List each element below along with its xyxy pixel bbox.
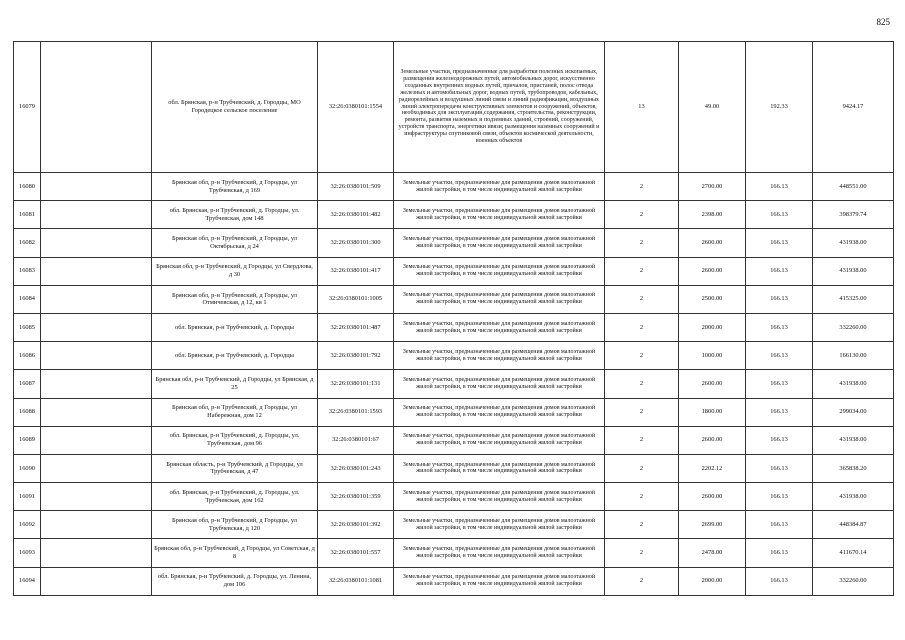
land-use-description-cell: Земельные участки, предназначенные для размещения домов малоэтажной жилой застройки, в том числе индивидуальной жилой застройки bbox=[394, 229, 605, 257]
cadastral-number-cell: 32:26:0380101:392 bbox=[318, 511, 394, 539]
cadastral-number-cell: 32:26:0380101:131 bbox=[318, 370, 394, 398]
cadastral-value-cell: 411670.14 bbox=[813, 539, 894, 567]
cadastral-value-cell: 431938.00 bbox=[813, 257, 894, 285]
rate-cell: 166.13 bbox=[746, 454, 813, 482]
blank-cell bbox=[41, 454, 152, 482]
cadastral-number-cell: 32:26:0380101:1593 bbox=[318, 398, 394, 426]
cadastral-value-cell: 431938.00 bbox=[813, 426, 894, 454]
row-id-cell: 16083 bbox=[14, 257, 41, 285]
use-code-cell: 2 bbox=[605, 426, 679, 454]
cadastral-number-cell: 32:26:0380101:300 bbox=[318, 229, 394, 257]
area-cell: 2000.00 bbox=[679, 313, 746, 341]
use-code-cell: 2 bbox=[605, 398, 679, 426]
cadastral-number-cell: 32:26:0380101:417 bbox=[318, 257, 394, 285]
table-row bbox=[14, 567, 894, 595]
cadastral-value-cell: 448551.00 bbox=[813, 173, 894, 201]
row-id-cell: 16089 bbox=[14, 426, 41, 454]
use-code-cell: 2 bbox=[605, 567, 679, 595]
area-cell: 2600.00 bbox=[679, 370, 746, 398]
use-code-cell: 2 bbox=[605, 454, 679, 482]
use-code-cell: 2 bbox=[605, 483, 679, 511]
use-code-cell: 2 bbox=[605, 285, 679, 313]
address-cell: Брянская обл, р-н Трубчевский, д Городцы, ул Набережная, дом 12 bbox=[152, 398, 318, 426]
use-code-cell: 2 bbox=[605, 539, 679, 567]
land-use-description-cell: Земельные участки, предназначенные для размещения домов малоэтажной жилой застройки, в том числе индивидуальной жилой застройки bbox=[394, 342, 605, 370]
blank-cell bbox=[41, 313, 152, 341]
use-code-cell: 2 bbox=[605, 511, 679, 539]
cadastral-value-cell: 431938.00 bbox=[813, 229, 894, 257]
land-use-description-cell: Земельные участки, предназначенные для размещения домов малоэтажной жилой застройки, в том числе индивидуальной жилой застройки bbox=[394, 567, 605, 595]
area-cell: 2600.00 bbox=[679, 229, 746, 257]
blank-cell bbox=[41, 342, 152, 370]
blank-cell bbox=[41, 173, 152, 201]
cadastral-value-cell: 299034.00 bbox=[813, 398, 894, 426]
table-row bbox=[14, 370, 894, 398]
cadastral-number-cell: 32:26:0380101:557 bbox=[318, 539, 394, 567]
cadastral-number-cell: 32:26:0380101:1081 bbox=[318, 567, 394, 595]
blank-cell bbox=[41, 257, 152, 285]
address-cell: обл. Брянская, р-н Трубчевский, д. Городцы, ул. Трубчевская, дом 148 bbox=[152, 201, 318, 229]
use-code-cell: 2 bbox=[605, 370, 679, 398]
row-id-cell: 16090 bbox=[14, 454, 41, 482]
address-cell: Брянская обл, р-н Трубчевский, д Городцы, ул Отмичевская, д 12, кв 1 bbox=[152, 285, 318, 313]
area-cell: 2600.00 bbox=[679, 426, 746, 454]
cadastral-value-cell: 332260.00 bbox=[813, 567, 894, 595]
use-code-cell: 2 bbox=[605, 342, 679, 370]
use-code-cell: 2 bbox=[605, 173, 679, 201]
rate-cell: 166.13 bbox=[746, 201, 813, 229]
cadastral-number-cell: 32:26:0380101:509 bbox=[318, 173, 394, 201]
blank-cell bbox=[41, 201, 152, 229]
blank-cell bbox=[41, 370, 152, 398]
row-id-cell: 16079 bbox=[14, 42, 41, 173]
cadastral-value-cell: 9424.17 bbox=[813, 42, 894, 173]
row-id-cell: 16087 bbox=[14, 370, 41, 398]
address-cell: обл. Брянская, р-н Трубчевский, д. Городцы, ул. Ленина, дом 106 bbox=[152, 567, 318, 595]
cadastral-value-cell: 332260.00 bbox=[813, 313, 894, 341]
row-id-cell: 16088 bbox=[14, 398, 41, 426]
table-row bbox=[14, 257, 894, 285]
table-body bbox=[14, 42, 894, 596]
address-cell: обл. Брянская, р-н Трубчевский, д. Городцы bbox=[152, 342, 318, 370]
land-use-description-cell: Земельные участки, предназначенные для размещения домов малоэтажной жилой застройки, в том числе индивидуальной жилой застройки bbox=[394, 285, 605, 313]
land-use-description-cell: Земельные участки, предназначенные для разработки полезных ископаемых, размещения железнодорожных путей, автомобильных дорог, искусственно созданных внутренних водных путей, причалов, пристаней, полос отвода железных и автомобильных дорог, водных путей, трубопроводов, кабельных, радиорелейных и воздушных линий связи и линий радиофикации, воздушных линий электропередачи конструктивных элементов и сооружений, объектов, необходимых для эксплуатации,содержания, строительства, реконструкции, ремонта, развития наземных и подземных зданий, строений, сооружений, устройств транспорта, энергетики ивязи; размещения наземных сооружений и инфраструктуры спутниковой связи, объектов космической деятельности, военных объектов bbox=[394, 42, 605, 173]
rate-cell: 166.13 bbox=[746, 229, 813, 257]
land-use-description-cell: Земельные участки, предназначенные для размещения домов малоэтажной жилой застройки, в том числе индивидуальной жилой застройки bbox=[394, 483, 605, 511]
use-code-cell: 2 bbox=[605, 201, 679, 229]
table-row bbox=[14, 201, 894, 229]
land-use-description-cell: Земельные участки, предназначенные для размещения домов малоэтажной жилой застройки, в том числе индивидуальной жилой застройки bbox=[394, 398, 605, 426]
cadastral-number-cell: 32:26:0380101:243 bbox=[318, 454, 394, 482]
use-code-cell: 2 bbox=[605, 313, 679, 341]
address-cell: Брянская обл, р-н Трубчевский, д Городцы, ул Трубчевская, д 169 bbox=[152, 173, 318, 201]
table-row bbox=[14, 398, 894, 426]
address-cell: обл. Брянская, р-н Трубчевский, д. Городцы bbox=[152, 313, 318, 341]
row-id-cell: 16085 bbox=[14, 313, 41, 341]
table-row bbox=[14, 511, 894, 539]
use-code-cell: 2 bbox=[605, 257, 679, 285]
row-id-cell: 16092 bbox=[14, 511, 41, 539]
land-registry-table bbox=[13, 41, 894, 596]
land-use-description-cell: Земельные участки, предназначенные для размещения домов малоэтажной жилой застройки, в том числе индивидуальной жилой застройки bbox=[394, 313, 605, 341]
table-row bbox=[14, 42, 894, 173]
blank-cell bbox=[41, 285, 152, 313]
row-id-cell: 16093 bbox=[14, 539, 41, 567]
use-code-cell: 13 bbox=[605, 42, 679, 173]
row-id-cell: 16094 bbox=[14, 567, 41, 595]
area-cell: 1000.00 bbox=[679, 342, 746, 370]
cadastral-number-cell: 32:26:0380101:67 bbox=[318, 426, 394, 454]
rate-cell: 166.13 bbox=[746, 483, 813, 511]
address-cell: Брянская обл, р-н Трубчевский, д Городцы, ул Трубчевская, д 120 bbox=[152, 511, 318, 539]
area-cell: 1800.00 bbox=[679, 398, 746, 426]
address-cell: Брянская обл, р-н Трубчевский, д Городцы, ул Свердлова, д 30 bbox=[152, 257, 318, 285]
row-id-cell: 16082 bbox=[14, 229, 41, 257]
area-cell: 2478.00 bbox=[679, 539, 746, 567]
cadastral-value-cell: 431938.00 bbox=[813, 483, 894, 511]
cadastral-number-cell: 32:26:0380101:482 bbox=[318, 201, 394, 229]
address-cell: обл. Брянская, р-н Трубчевский, д. Городцы, ул. Трубчевская, дом 162 bbox=[152, 483, 318, 511]
use-code-cell: 2 bbox=[605, 229, 679, 257]
row-id-cell: 16086 bbox=[14, 342, 41, 370]
table-row bbox=[14, 426, 894, 454]
land-use-description-cell: Земельные участки, предназначенные для размещения домов малоэтажной жилой застройки, в том числе индивидуальной жилой застройки bbox=[394, 257, 605, 285]
table-row bbox=[14, 229, 894, 257]
address-cell: Брянская область, р-н Трубчевский, д Городцы, ул Трубчевская, д 47 bbox=[152, 454, 318, 482]
cadastral-value-cell: 166130.00 bbox=[813, 342, 894, 370]
blank-cell bbox=[41, 483, 152, 511]
cadastral-number-cell: 32:26:0380101:487 bbox=[318, 313, 394, 341]
rate-cell: 166.13 bbox=[746, 567, 813, 595]
rate-cell: 166.13 bbox=[746, 313, 813, 341]
land-use-description-cell: Земельные участки, предназначенные для размещения домов малоэтажной жилой застройки, в том числе индивидуальной жилой застройки bbox=[394, 426, 605, 454]
area-cell: 2500.00 bbox=[679, 285, 746, 313]
land-use-description-cell: Земельные участки, предназначенные для размещения домов малоэтажной жилой застройки, в том числе индивидуальной жилой застройки bbox=[394, 511, 605, 539]
page-number: 825 bbox=[876, 17, 890, 27]
cadastral-value-cell: 398379.74 bbox=[813, 201, 894, 229]
area-cell: 49.00 bbox=[679, 42, 746, 173]
blank-cell bbox=[41, 511, 152, 539]
land-use-description-cell: Земельные участки, предназначенные для размещения домов малоэтажной жилой застройки, в том числе индивидуальной жилой застройки bbox=[394, 454, 605, 482]
area-cell: 2699.00 bbox=[679, 511, 746, 539]
address-cell: обл. Брянская, р-н Трубчевский, д. Городцы, МО Городецкое сельское поселение bbox=[152, 42, 318, 173]
table-row bbox=[14, 539, 894, 567]
rate-cell: 166.13 bbox=[746, 285, 813, 313]
blank-cell bbox=[41, 229, 152, 257]
rate-cell: 166.13 bbox=[746, 257, 813, 285]
area-cell: 2600.00 bbox=[679, 483, 746, 511]
table-row bbox=[14, 173, 894, 201]
table-row bbox=[14, 483, 894, 511]
blank-cell bbox=[41, 426, 152, 454]
rate-cell: 166.13 bbox=[746, 370, 813, 398]
blank-cell bbox=[41, 539, 152, 567]
table-row bbox=[14, 454, 894, 482]
cadastral-value-cell: 365838.20 bbox=[813, 454, 894, 482]
row-id-cell: 16081 bbox=[14, 201, 41, 229]
land-use-description-cell: Земельные участки, предназначенные для размещения домов малоэтажной жилой застройки, в том числе индивидуальной жилой застройки bbox=[394, 201, 605, 229]
blank-cell bbox=[41, 567, 152, 595]
table-row bbox=[14, 342, 894, 370]
rate-cell: 192.33 bbox=[746, 42, 813, 173]
row-id-cell: 16084 bbox=[14, 285, 41, 313]
area-cell: 2202.12 bbox=[679, 454, 746, 482]
table-row bbox=[14, 313, 894, 341]
address-cell: Брянская обл, р-н Трубчевский, д Городцы, ул Октябрьская, д 24 bbox=[152, 229, 318, 257]
rate-cell: 166.13 bbox=[746, 342, 813, 370]
area-cell: 2600.00 bbox=[679, 257, 746, 285]
row-id-cell: 16091 bbox=[14, 483, 41, 511]
rate-cell: 166.13 bbox=[746, 426, 813, 454]
cadastral-number-cell: 32:26:0380101:1554 bbox=[318, 42, 394, 173]
rate-cell: 166.13 bbox=[746, 398, 813, 426]
land-use-description-cell: Земельные участки, предназначенные для размещения домов малоэтажной жилой застройки, в том числе индивидуальной жилой застройки bbox=[394, 173, 605, 201]
address-cell: Брянская обл, р-н Трубчевский, д Городцы, ул Советская, д 8 bbox=[152, 539, 318, 567]
area-cell: 2700.00 bbox=[679, 173, 746, 201]
address-cell: обл. Брянская, р-н Трубчевский, д. Городцы, ул. Трубчевская, дом 96 bbox=[152, 426, 318, 454]
cadastral-number-cell: 32:26:0380101:359 bbox=[318, 483, 394, 511]
rate-cell: 166.13 bbox=[746, 173, 813, 201]
rate-cell: 166.13 bbox=[746, 539, 813, 567]
land-use-description-cell: Земельные участки, предназначенные для размещения домов малоэтажной жилой застройки, в том числе индивидуальной жилой застройки bbox=[394, 370, 605, 398]
land-use-description-cell: Земельные участки, предназначенные для размещения домов малоэтажной жилой застройки, в том числе индивидуальной жилой застройки bbox=[394, 539, 605, 567]
rate-cell: 166.13 bbox=[746, 511, 813, 539]
area-cell: 2000.00 bbox=[679, 567, 746, 595]
row-id-cell: 16080 bbox=[14, 173, 41, 201]
address-cell: Брянская обл, р-н Трубчевский, д Городцы, ул Брянская, д 25 bbox=[152, 370, 318, 398]
cadastral-number-cell: 32:26:0380101:1005 bbox=[318, 285, 394, 313]
blank-cell bbox=[41, 398, 152, 426]
cadastral-value-cell: 415325.00 bbox=[813, 285, 894, 313]
area-cell: 2398.00 bbox=[679, 201, 746, 229]
cadastral-value-cell: 431938.00 bbox=[813, 370, 894, 398]
cadastral-number-cell: 32:26:0380101:792 bbox=[318, 342, 394, 370]
cadastral-value-cell: 448384.87 bbox=[813, 511, 894, 539]
table-row bbox=[14, 285, 894, 313]
blank-cell bbox=[41, 42, 152, 173]
